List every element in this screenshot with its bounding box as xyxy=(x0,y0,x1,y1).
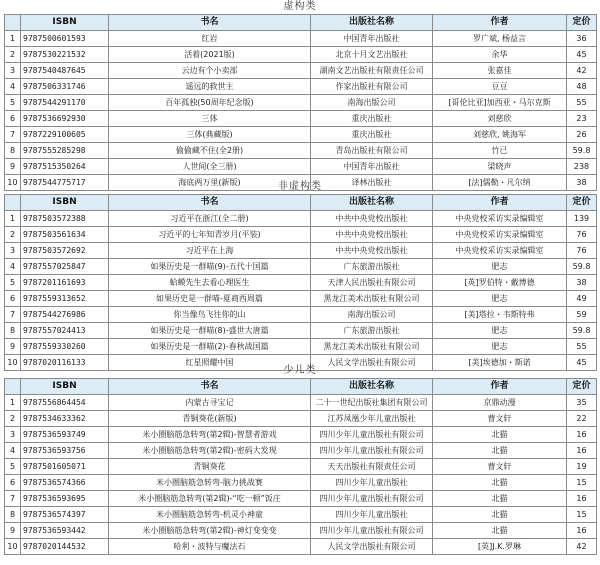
cell-price: 55 xyxy=(567,339,597,355)
table-row xyxy=(5,159,597,175)
cell-idx: 6 xyxy=(5,291,21,307)
cell-idx: 6 xyxy=(5,475,21,491)
table-row xyxy=(5,539,597,555)
cell-title: 如果历史是一群喵-夏商西周篇 xyxy=(109,291,311,307)
section-title: 少儿类 xyxy=(283,365,317,376)
cell-isbn: 9787556864454 xyxy=(21,395,109,411)
cell-author: 肥志 xyxy=(433,291,567,307)
cell-publisher: 四川少年儿童出版社有限公司 xyxy=(311,491,433,507)
cell-idx: 2 xyxy=(5,47,21,63)
cell-price: 59 xyxy=(567,307,597,323)
table-row xyxy=(5,323,597,339)
cell-isbn: 9787536593695 xyxy=(21,491,109,507)
cell-author: 京鼎动漫 xyxy=(433,395,567,411)
cell-idx: 1 xyxy=(5,211,21,227)
cell-idx: 4 xyxy=(5,259,21,275)
cell-idx: 4 xyxy=(5,79,21,95)
header-index xyxy=(5,195,21,211)
cell-isbn: 9787503572388 xyxy=(21,211,109,227)
cell-author: 曹文轩 xyxy=(433,459,567,475)
cell-price: 38 xyxy=(567,275,597,291)
section-title: 虚构类 xyxy=(283,1,317,12)
cell-isbn: 9787536574366 xyxy=(21,475,109,491)
cell-idx: 8 xyxy=(5,143,21,159)
cell-author: [英]J.K.罗琳 xyxy=(433,539,567,555)
table-row xyxy=(5,459,597,475)
cell-isbn: 9787544291170 xyxy=(21,95,109,111)
cell-price: 55 xyxy=(567,95,597,111)
cell-author: 刘慈欣, 姚海军 xyxy=(433,127,567,143)
table-header-row xyxy=(5,195,597,211)
header-price: 定价 xyxy=(567,15,597,31)
header-author: 作者 xyxy=(433,379,567,395)
cell-idx: 8 xyxy=(5,507,21,523)
cell-title: 海底两万里(新版) xyxy=(109,175,311,191)
cell-author: 中央党校采访实录编辑室 xyxy=(433,211,567,227)
cell-title: 米小圈脑筋急转弯(第2辑)-“吃一顿”饭庄 xyxy=(109,491,311,507)
cell-publisher: 天天出版社有限责任公司 xyxy=(311,459,433,475)
cell-idx: 9 xyxy=(5,159,21,175)
cell-price: 42 xyxy=(567,539,597,555)
cell-title: 青铜葵花 xyxy=(109,459,311,475)
book-table xyxy=(4,378,597,555)
cell-title: 偷偷藏不住(全2册) xyxy=(109,143,311,159)
cell-isbn: 9787536574397 xyxy=(21,507,109,523)
section-title: 非虚构类 xyxy=(278,181,322,192)
cell-isbn: 9787503561634 xyxy=(21,227,109,243)
cell-idx: 5 xyxy=(5,95,21,111)
cell-idx: 7 xyxy=(5,307,21,323)
cell-title: 三体(典藏版) xyxy=(109,127,311,143)
table-row xyxy=(5,63,597,79)
cell-title: 习近平在上海 xyxy=(109,243,311,259)
cell-idx: 10 xyxy=(5,539,21,555)
cell-isbn: 9787501605071 xyxy=(21,459,109,475)
cell-publisher: 四川少年儿童出版社 xyxy=(311,475,433,491)
cell-price: 76 xyxy=(567,243,597,259)
table-row xyxy=(5,243,597,259)
cell-price: 49 xyxy=(567,291,597,307)
table-row xyxy=(5,491,597,507)
cell-title: 米小圈脑筋急转弯(第2辑)-密码大发现 xyxy=(109,443,311,459)
table-row xyxy=(5,475,597,491)
cell-title: 遥远的救世主 xyxy=(109,79,311,95)
cell-author: 北猫 xyxy=(433,523,567,539)
cell-title: 青铜葵花(新版) xyxy=(109,411,311,427)
cell-idx: 7 xyxy=(5,491,21,507)
cell-idx: 1 xyxy=(5,395,21,411)
section-2 xyxy=(4,364,596,555)
table-row xyxy=(5,443,597,459)
cell-publisher: 四川少年儿童出版社有限公司 xyxy=(311,427,433,443)
table-row xyxy=(5,395,597,411)
cell-price: 16 xyxy=(567,491,597,507)
cell-publisher: 北京十月文艺出版社 xyxy=(311,47,433,63)
cell-isbn: 9787536593756 xyxy=(21,443,109,459)
cell-title: 你当像鸟飞往你的山 xyxy=(109,307,311,323)
cell-price: 38 xyxy=(567,175,597,191)
cell-author: 曹文轩 xyxy=(433,411,567,427)
cell-author: 竹已 xyxy=(433,143,567,159)
cell-isbn: 9787515350264 xyxy=(21,159,109,175)
cell-price: 45 xyxy=(567,355,597,371)
cell-author: [美]塔拉・韦斯特弗 xyxy=(433,307,567,323)
cell-title: 米小圈脑筋急转弯(第2辑)-智慧者游戏 xyxy=(109,427,311,443)
cell-idx: 2 xyxy=(5,411,21,427)
cell-author: 北猫 xyxy=(433,427,567,443)
cell-price: 48 xyxy=(567,79,597,95)
table-row xyxy=(5,507,597,523)
cell-title: 米小圈脑筋急转弯-脑力挑战赛 xyxy=(109,475,311,491)
header-isbn: ISBN xyxy=(21,15,109,31)
cell-idx: 6 xyxy=(5,111,21,127)
header-price: 定价 xyxy=(567,195,597,211)
cell-author: 刘慈欣 xyxy=(433,111,567,127)
table-row xyxy=(5,95,597,111)
cell-publisher: 青岛出版社有限公司 xyxy=(311,143,433,159)
cell-idx: 3 xyxy=(5,427,21,443)
cell-isbn: 9787557024413 xyxy=(21,323,109,339)
cell-isbn: 9787559330260 xyxy=(21,339,109,355)
cell-author: 北猫 xyxy=(433,507,567,523)
cell-price: 42 xyxy=(567,63,597,79)
cell-price: 59.8 xyxy=(567,259,597,275)
cell-author: 北猫 xyxy=(433,475,567,491)
cell-isbn: 9787506331746 xyxy=(21,79,109,95)
cell-price: 16 xyxy=(567,443,597,459)
cell-title: 习近平的七年知青岁月(平装) xyxy=(109,227,311,243)
header-index xyxy=(5,15,21,31)
cell-title: 活着(2021版) xyxy=(109,47,311,63)
cell-isbn: 9787530221532 xyxy=(21,47,109,63)
cell-isbn: 9787534633362 xyxy=(21,411,109,427)
cell-title: 如果历史是一群喵(8)-盛世大唐篇 xyxy=(109,323,311,339)
cell-title: 哈利・波特与魔法石 xyxy=(109,539,311,555)
cell-publisher: 中共中央党校出版社 xyxy=(311,211,433,227)
cell-publisher: 人民文学出版社有限公司 xyxy=(311,539,433,555)
cell-price: 238 xyxy=(567,159,597,175)
header-publisher: 出版社名称 xyxy=(311,15,433,31)
cell-publisher: 四川少年儿童出版社有限公司 xyxy=(311,523,433,539)
cell-publisher: 四川少年儿童出版社有限公司 xyxy=(311,443,433,459)
table-row xyxy=(5,307,597,323)
cell-author: [法]儒勒・凡尔纳 xyxy=(433,175,567,191)
cell-isbn: 9787020116133 xyxy=(21,355,109,371)
cell-idx: 5 xyxy=(5,459,21,475)
cell-title: 红星照耀中国 xyxy=(109,355,311,371)
table-row xyxy=(5,227,597,243)
cell-title: 如果历史是一群喵(2)-春秋战国篇 xyxy=(109,339,311,355)
table-row xyxy=(5,111,597,127)
cell-title: 习近平在浙江(全二册) xyxy=(109,211,311,227)
cell-publisher: 湖南文艺出版社有限责任公司 xyxy=(311,63,433,79)
header-author: 作者 xyxy=(433,15,567,31)
cell-price: 23 xyxy=(567,111,597,127)
header-title: 书名 xyxy=(109,15,311,31)
cell-isbn: 9787536692930 xyxy=(21,111,109,127)
cell-title: 人世间(全三册) xyxy=(109,159,311,175)
cell-isbn: 9787559313652 xyxy=(21,291,109,307)
cell-publisher: 中国青年出版社 xyxy=(311,159,433,175)
table-row xyxy=(5,275,597,291)
cell-isbn: 9787536593749 xyxy=(21,427,109,443)
cell-publisher: 黑龙江美术出版社有限公司 xyxy=(311,339,433,355)
cell-author: 张嘉佳 xyxy=(433,63,567,79)
table-row xyxy=(5,291,597,307)
cell-isbn: 9787201161693 xyxy=(21,275,109,291)
header-author: 作者 xyxy=(433,195,567,211)
cell-publisher: 二十一世纪出版社集团有限公司 xyxy=(311,395,433,411)
cell-idx: 4 xyxy=(5,443,21,459)
cell-author: [美]埃德加・斯诺 xyxy=(433,355,567,371)
cell-price: 16 xyxy=(567,523,597,539)
cell-publisher: 人民文学出版社有限公司 xyxy=(311,355,433,371)
header-title: 书名 xyxy=(109,195,311,211)
cell-idx: 10 xyxy=(5,175,21,191)
cell-publisher: 南海出版公司 xyxy=(311,307,433,323)
cell-author: 中央党校采访实录编辑室 xyxy=(433,243,567,259)
cell-title: 如果历史是一群喵(9)-五代十国篇 xyxy=(109,259,311,275)
cell-author: 肥志 xyxy=(433,323,567,339)
cell-publisher: 黑龙江美术出版社有限公司 xyxy=(311,291,433,307)
cell-publisher: 南海出版公司 xyxy=(311,95,433,111)
cell-price: 22 xyxy=(567,411,597,427)
table-header-row xyxy=(5,379,597,395)
cell-title: 三体 xyxy=(109,111,311,127)
cell-author: 北猫 xyxy=(433,443,567,459)
cell-author: 豆豆 xyxy=(433,79,567,95)
cell-idx: 5 xyxy=(5,275,21,291)
cell-price: 59.8 xyxy=(567,143,597,159)
cell-idx: 7 xyxy=(5,127,21,143)
book-table xyxy=(4,14,597,191)
cell-price: 36 xyxy=(567,31,597,47)
cell-price: 15 xyxy=(567,475,597,491)
cell-idx: 9 xyxy=(5,339,21,355)
cell-publisher: 中共中央党校出版社 xyxy=(311,243,433,259)
cell-idx: 9 xyxy=(5,523,21,539)
cell-isbn: 9787540487645 xyxy=(21,63,109,79)
cell-publisher: 重庆出版社 xyxy=(311,127,433,143)
header-index xyxy=(5,379,21,395)
cell-author: 罗广斌, 杨益言 xyxy=(433,31,567,47)
table-row xyxy=(5,411,597,427)
cell-idx: 1 xyxy=(5,31,21,47)
cell-price: 45 xyxy=(567,47,597,63)
cell-price: 15 xyxy=(567,507,597,523)
cell-publisher: 天津人民出版社有限公司 xyxy=(311,275,433,291)
cell-idx: 2 xyxy=(5,227,21,243)
cell-publisher: 四川少年儿童出版社 xyxy=(311,507,433,523)
cell-title: 红岩 xyxy=(109,31,311,47)
cell-author: 中央党校采访实录编辑室 xyxy=(433,227,567,243)
cell-publisher: 译林出版社 xyxy=(311,175,433,191)
cell-author: 肥志 xyxy=(433,339,567,355)
cell-author: [英]罗伯特・戴博德 xyxy=(433,275,567,291)
cell-author: 梁晓声 xyxy=(433,159,567,175)
cell-idx: 10 xyxy=(5,355,21,371)
section-0 xyxy=(4,0,596,191)
cell-price: 16 xyxy=(567,427,597,443)
table-row xyxy=(5,427,597,443)
cell-price: 26 xyxy=(567,127,597,143)
cell-isbn: 9787503572692 xyxy=(21,243,109,259)
cell-author: 余华 xyxy=(433,47,567,63)
cell-publisher: 江苏凤凰少年儿童出版社 xyxy=(311,411,433,427)
cell-publisher: 广东旅游出版社 xyxy=(311,259,433,275)
table-row xyxy=(5,31,597,47)
cell-isbn: 9787229100605 xyxy=(21,127,109,143)
cell-price: 35 xyxy=(567,395,597,411)
cell-author: 北猫 xyxy=(433,491,567,507)
cell-idx: 3 xyxy=(5,63,21,79)
table-row xyxy=(5,211,597,227)
cell-title: 云边有个小卖部 xyxy=(109,63,311,79)
cell-isbn: 9787544775717 xyxy=(21,175,109,191)
cell-author: 肥志 xyxy=(433,259,567,275)
table-row xyxy=(5,259,597,275)
cell-isbn: 9787557025847 xyxy=(21,259,109,275)
table-row xyxy=(5,339,597,355)
cell-title: 内蒙古寻宝记 xyxy=(109,395,311,411)
table-row xyxy=(5,143,597,159)
cell-author: [哥伦比亚]加西亚・马尔克斯 xyxy=(433,95,567,111)
header-title: 书名 xyxy=(109,379,311,395)
cell-isbn: 9787536593442 xyxy=(21,523,109,539)
cell-publisher: 广东旅游出版社 xyxy=(311,323,433,339)
cell-title: 蛤蟆先生去看心理医生 xyxy=(109,275,311,291)
cell-publisher: 中国青年出版社 xyxy=(311,31,433,47)
cell-price: 139 xyxy=(567,211,597,227)
cell-title: 米小圈脑筋急转弯-机灵小神童 xyxy=(109,507,311,523)
cell-isbn: 9787555285298 xyxy=(21,143,109,159)
cell-publisher: 中共中央党校出版社 xyxy=(311,227,433,243)
cell-idx: 8 xyxy=(5,323,21,339)
cell-isbn: 9787020144532 xyxy=(21,539,109,555)
cell-isbn: 9787500601593 xyxy=(21,31,109,47)
cell-price: 19 xyxy=(567,459,597,475)
header-publisher: 出版社名称 xyxy=(311,379,433,395)
header-isbn: ISBN xyxy=(21,195,109,211)
header-publisher: 出版社名称 xyxy=(311,195,433,211)
header-price: 定价 xyxy=(567,379,597,395)
cell-title: 米小圈脑筋急转弯(第2辑)-神灯变变变 xyxy=(109,523,311,539)
book-table xyxy=(4,194,597,371)
cell-publisher: 重庆出版社 xyxy=(311,111,433,127)
cell-price: 76 xyxy=(567,227,597,243)
table-row xyxy=(5,523,597,539)
cell-idx: 3 xyxy=(5,243,21,259)
cell-price: 59.8 xyxy=(567,323,597,339)
header-isbn: ISBN xyxy=(21,379,109,395)
section-1 xyxy=(4,180,596,371)
table-row xyxy=(5,79,597,95)
cell-title: 百年孤独(50周年纪念版) xyxy=(109,95,311,111)
table-header-row xyxy=(5,15,597,31)
cell-publisher: 作家出版社有限公司 xyxy=(311,79,433,95)
table-row xyxy=(5,127,597,143)
cell-isbn: 9787544276986 xyxy=(21,307,109,323)
table-row xyxy=(5,47,597,63)
